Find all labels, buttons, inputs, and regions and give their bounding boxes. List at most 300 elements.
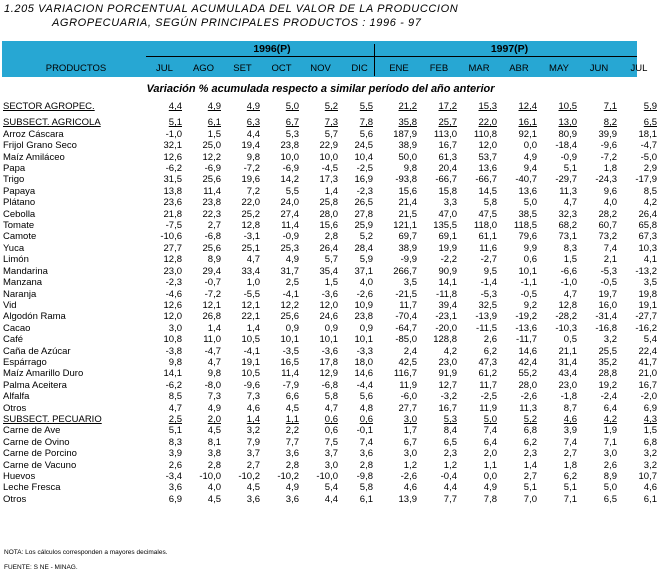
value-cell: 28,4 (354, 242, 373, 254)
value-cell: 16,7 (638, 379, 657, 391)
value-cell: 3,0 (403, 413, 417, 425)
value-cell: -28,2 (555, 311, 577, 323)
month-header-1997: ENE (389, 63, 409, 74)
value-cell: 11,6 (479, 242, 497, 254)
value-cell: 2,8 (285, 459, 299, 471)
value-cell: 65,8 (638, 220, 657, 232)
value-cell: 27,8 (354, 208, 373, 220)
value-cell: 0,6 (359, 413, 373, 425)
product-name: Trigo (3, 174, 25, 186)
value-cell: 8,3 (563, 242, 577, 254)
value-cell: 4,6 (246, 402, 260, 414)
table-row (3, 174, 657, 185)
table-row (3, 448, 657, 459)
product-name: Carne de Porcino (3, 448, 77, 460)
value-cell: 4,7 (563, 197, 577, 209)
month-header-1997: MAY (549, 63, 569, 74)
value-cell: 4,9 (483, 482, 497, 494)
value-cell: 4,0 (359, 277, 373, 289)
value-cell: -85,0 (395, 334, 417, 346)
value-cell: 8,9 (207, 254, 221, 266)
value-cell: -11,5 (476, 322, 497, 334)
value-cell: 10,0 (280, 151, 299, 163)
value-cell: 25,6 (202, 242, 221, 254)
value-cell: -2,3 (356, 185, 373, 197)
value-cell: 28,0 (319, 208, 338, 220)
value-cell: 187,9 (393, 128, 417, 140)
value-cell: 12,6 (163, 299, 182, 311)
table-row (3, 231, 657, 242)
value-cell: 6,6 (285, 391, 299, 403)
table-row (3, 323, 657, 334)
value-cell: 31,7 (280, 265, 299, 277)
value-cell: 1,0 (246, 277, 260, 289)
month-header-1996: JUL (156, 63, 173, 74)
value-cell: 5,2 (324, 101, 338, 112)
value-cell: -4,5 (321, 163, 338, 175)
value-cell: 8,1 (207, 436, 221, 448)
value-cell: 21,1 (558, 345, 577, 357)
value-cell: 38,9 (398, 140, 417, 152)
value-cell: 3,0 (403, 448, 417, 460)
value-cell: 22,0 (478, 117, 497, 129)
value-cell: 1,4 (246, 413, 260, 425)
value-cell: 2,4 (403, 345, 417, 357)
value-cell: 10,1 (280, 334, 299, 346)
value-cell: 3,3 (443, 197, 457, 209)
value-cell: -93,8 (395, 174, 417, 186)
value-cell: 2,8 (324, 231, 338, 243)
product-name: Carne de Ovino (3, 436, 70, 448)
year-1996-label: 1996(P) (253, 43, 291, 55)
product-name: SUBSECT. PECUARIO (3, 413, 102, 425)
value-cell: 3,2 (603, 334, 617, 346)
value-cell: 2,2 (285, 425, 299, 437)
value-cell: 21,5 (398, 208, 417, 220)
value-cell: -4,6 (165, 288, 182, 300)
value-cell: 55,2 (518, 368, 537, 380)
value-cell: 42,4 (518, 356, 537, 368)
product-name: Carne de Ave (3, 425, 61, 437)
value-cell: -1,8 (560, 391, 577, 403)
value-cell: 11,3 (519, 402, 537, 414)
value-cell: -2,3 (165, 277, 182, 289)
value-cell: 4,0 (207, 482, 221, 494)
value-cell: -3,1 (243, 231, 260, 243)
value-cell: 90,9 (438, 265, 457, 277)
value-cell: 15,3 (478, 101, 497, 112)
value-cell: 5,0 (483, 413, 497, 425)
value-cell: 5,7 (324, 254, 338, 266)
value-cell: 12,2 (280, 299, 299, 311)
value-cell: 9,8 (403, 163, 417, 175)
value-cell: 35,8 (398, 117, 417, 129)
value-cell: 2,0 (483, 448, 497, 460)
value-cell: -6,6 (560, 265, 577, 277)
value-cell: 7,4 (483, 425, 497, 437)
value-cell: 135,5 (433, 220, 457, 232)
value-cell: 6,4 (483, 436, 497, 448)
table-row (3, 357, 657, 368)
table-row (3, 482, 657, 493)
value-cell: 5,4 (324, 482, 338, 494)
value-cell: 6,2 (523, 436, 537, 448)
value-cell: 6,2 (483, 345, 497, 357)
value-cell: 17,3 (319, 174, 338, 186)
value-cell: 9,8 (246, 151, 260, 163)
value-cell: 2,3 (443, 448, 457, 460)
value-cell: -0,5 (600, 277, 617, 289)
section-row (3, 101, 657, 112)
value-cell: 14,1 (163, 368, 182, 380)
value-cell: 3,2 (643, 459, 657, 471)
value-cell: 11,9 (479, 402, 497, 414)
value-cell: 3,6 (285, 493, 299, 505)
value-cell: -5,0 (640, 151, 657, 163)
value-cell: 3,0 (168, 322, 182, 334)
value-cell: -9,9 (400, 254, 417, 266)
value-cell: 5,0 (603, 482, 617, 494)
value-cell: 26,4 (319, 242, 338, 254)
value-cell: 28,8 (598, 368, 617, 380)
value-cell: 12,9 (319, 368, 338, 380)
value-cell: -0,7 (204, 277, 221, 289)
value-cell: 3,5 (403, 277, 417, 289)
value-cell: -13,2 (635, 265, 657, 277)
value-cell: 14,2 (280, 174, 299, 186)
value-cell: 1,9 (603, 425, 617, 437)
value-cell: 12,6 (163, 151, 182, 163)
value-cell: 9,8 (168, 356, 182, 368)
value-cell: 5,4 (643, 334, 657, 346)
value-cell: 5,8 (324, 391, 338, 403)
value-cell: 2,5 (285, 277, 299, 289)
value-cell: -3,6 (321, 288, 338, 300)
table-row (3, 163, 657, 174)
value-cell: -3,2 (440, 391, 457, 403)
value-cell: 7,3 (246, 391, 260, 403)
value-cell: -4,7 (640, 140, 657, 152)
value-cell: 5,0 (523, 197, 537, 209)
table-row (3, 403, 657, 414)
value-cell: -3,4 (165, 471, 182, 482)
value-cell: 2,1 (603, 254, 617, 266)
value-cell: -1,0 (165, 128, 182, 140)
value-cell: -2,5 (480, 391, 497, 403)
value-cell: 9,2 (523, 299, 537, 311)
value-cell: -7,2 (243, 163, 260, 175)
value-cell: 14,6 (354, 368, 373, 380)
value-cell: 4,7 (324, 402, 338, 414)
value-cell: 7,2 (246, 185, 260, 197)
value-cell: 121,1 (393, 220, 417, 232)
value-cell: 2,7 (523, 471, 537, 482)
value-cell: 27,4 (280, 208, 299, 220)
value-cell: 8,7 (563, 402, 577, 414)
value-cell: 16,9 (354, 174, 373, 186)
value-cell: 18,1 (638, 128, 657, 140)
value-cell: -6,9 (282, 163, 299, 175)
value-cell: 4,4 (246, 128, 260, 140)
value-cell: 61,3 (438, 151, 457, 163)
value-cell: 4,3 (643, 413, 657, 425)
value-cell: 2,7 (563, 448, 577, 460)
value-cell: 4,9 (285, 254, 299, 266)
value-cell: 11,0 (203, 334, 221, 346)
value-cell: 23,0 (558, 379, 577, 391)
footnote: NOTA: Los cálculos corresponden a mayores decimales. (4, 549, 168, 556)
month-header-1997: ABR (509, 63, 529, 74)
value-cell: 12,0 (319, 299, 338, 311)
product-name: Otros (3, 402, 27, 414)
product-name: Cacao (3, 322, 31, 334)
value-cell: 8,5 (168, 391, 182, 403)
table-row (3, 311, 657, 322)
value-cell: 5,6 (359, 391, 373, 403)
value-cell: -5,3 (600, 265, 617, 277)
value-cell: -70,4 (395, 311, 417, 323)
product-name: Plátano (3, 197, 36, 209)
value-cell: -40,7 (515, 174, 537, 186)
value-cell: 35,2 (598, 356, 617, 368)
value-cell: -2,2 (440, 254, 457, 266)
value-cell: 5,5 (359, 101, 373, 112)
value-cell: 15,6 (319, 220, 338, 232)
value-cell: -17,9 (635, 174, 657, 186)
value-cell: 110,8 (473, 128, 497, 140)
value-cell: 6,9 (168, 493, 182, 505)
value-cell: 1,8 (603, 163, 617, 175)
table-row (3, 334, 657, 345)
value-cell: 7,8 (359, 117, 373, 129)
value-cell: -8,0 (204, 379, 221, 391)
product-name: Caña de Azúcar (3, 345, 71, 357)
product-name: Leche Fresca (3, 482, 61, 494)
value-cell: 6,4 (603, 402, 617, 414)
value-cell: 23,6 (163, 197, 182, 209)
value-cell: 3,7 (324, 448, 338, 460)
data-table (3, 101, 657, 505)
value-cell: 5,3 (285, 128, 299, 140)
value-cell: -64,7 (395, 322, 417, 334)
value-cell: 1,2 (443, 459, 457, 471)
month-header-1996: DIC (351, 63, 368, 74)
value-cell: 12,1 (202, 299, 221, 311)
value-cell: 10,5 (241, 368, 260, 380)
table-row (3, 380, 657, 391)
value-cell: 13,9 (398, 493, 417, 505)
value-cell: -7,5 (165, 220, 182, 232)
value-cell: 8,3 (168, 436, 182, 448)
value-cell: -13,6 (515, 322, 537, 334)
value-cell: 17,8 (319, 356, 338, 368)
value-cell: 2,8 (207, 459, 221, 471)
value-cell: 2,6 (168, 459, 182, 471)
value-cell: 25,6 (202, 174, 221, 186)
value-cell: 26,8 (202, 311, 221, 323)
value-cell: 4,5 (207, 425, 221, 437)
value-cell: 9,9 (523, 242, 537, 254)
value-cell: 14,6 (518, 345, 537, 357)
table-row (3, 220, 657, 231)
value-cell: 6,5 (643, 117, 657, 129)
value-cell: 10,1 (354, 334, 373, 346)
value-cell: 16,7 (438, 402, 457, 414)
value-cell: 28,2 (598, 208, 617, 220)
value-cell: 12,8 (558, 299, 577, 311)
value-cell: 1,8 (563, 459, 577, 471)
value-cell: 4,4 (168, 101, 182, 112)
value-cell: 2,5 (168, 413, 182, 425)
value-cell: 1,5 (563, 254, 577, 266)
value-cell: 41,7 (638, 356, 657, 368)
value-cell: -6,0 (400, 391, 417, 403)
value-cell: 11,3 (559, 185, 577, 197)
value-cell: 4,2 (643, 197, 657, 209)
value-cell: 5,1 (523, 482, 537, 494)
month-header-1997: FEB (429, 63, 449, 74)
table-row (3, 277, 657, 288)
value-cell: 43,4 (558, 368, 577, 380)
value-cell: 0,5 (563, 334, 577, 346)
value-cell: 61,1 (478, 231, 497, 243)
value-cell: 19,9 (438, 242, 457, 254)
value-cell: 6,7 (403, 436, 417, 448)
value-cell: 25,8 (319, 197, 338, 209)
value-cell: -1,4 (480, 277, 497, 289)
value-cell: 19,1 (638, 299, 657, 311)
value-cell: -4,7 (204, 345, 221, 357)
value-cell: 10,5 (241, 334, 260, 346)
product-name: Maíz Amiláceo (3, 151, 65, 163)
table-row (3, 300, 657, 311)
value-cell: 3,0 (324, 459, 338, 471)
value-cell: 5,1 (168, 117, 182, 129)
value-cell: -0,9 (560, 151, 577, 163)
value-cell: 19,6 (241, 174, 260, 186)
value-cell: 6,3 (246, 117, 260, 129)
value-cell: 25,7 (438, 117, 457, 129)
value-cell: 2,3 (523, 448, 537, 460)
value-cell: 91,9 (438, 368, 457, 380)
value-cell: -3,8 (165, 345, 182, 357)
value-cell: 3,6 (168, 482, 182, 494)
value-cell: 25,9 (354, 220, 373, 232)
value-cell: -23,1 (435, 311, 457, 323)
value-cell: -16,2 (635, 322, 657, 334)
productos-header: PRODUCTOS (45, 63, 107, 74)
value-cell: -10,3 (555, 322, 577, 334)
section-row (3, 117, 657, 128)
value-cell: -1,0 (560, 277, 577, 289)
product-name: Otros (3, 493, 27, 505)
value-cell: 13,8 (163, 185, 182, 197)
value-cell: 42,5 (398, 356, 417, 368)
value-cell: 27,7 (163, 242, 182, 254)
value-cell: 4,4 (324, 493, 338, 505)
table-row (3, 209, 657, 220)
year-1997-underline (374, 56, 637, 57)
product-name: Cebolla (3, 208, 36, 220)
value-cell: 4,1 (643, 254, 657, 266)
value-cell: 4,6 (643, 482, 657, 494)
value-cell: 8,2 (603, 117, 617, 129)
month-header-1996: AGO (192, 63, 215, 74)
value-cell: 2,6 (483, 334, 497, 346)
value-cell: 4,7 (246, 254, 260, 266)
value-cell: 8,5 (643, 185, 657, 197)
value-cell: 3,6 (285, 448, 299, 460)
value-cell: -11,7 (516, 334, 537, 346)
value-cell: 12,7 (438, 379, 457, 391)
value-cell: -6,2 (165, 379, 182, 391)
month-header-1997: JUL (630, 63, 648, 74)
value-cell: 39,4 (438, 299, 457, 311)
table-row (3, 266, 657, 277)
value-cell: -2,0 (640, 391, 657, 403)
value-cell: -66,7 (475, 174, 497, 186)
value-cell: 21,4 (398, 197, 417, 209)
value-cell: 13,6 (478, 163, 497, 175)
value-cell: 23,8 (202, 197, 221, 209)
value-cell: 16,7 (438, 140, 457, 152)
value-cell: 5,3 (443, 413, 457, 425)
value-cell: 6,8 (523, 425, 537, 437)
value-cell: -2,6 (520, 391, 537, 403)
value-cell: 33,4 (241, 265, 260, 277)
value-cell: 1,5 (324, 277, 338, 289)
value-cell: 67,3 (638, 231, 657, 243)
value-cell: 29,4 (202, 265, 221, 277)
value-cell: 4,7 (168, 402, 182, 414)
value-cell: 25,3 (280, 242, 299, 254)
value-cell: -2,5 (356, 163, 373, 175)
product-name: Huevos (3, 471, 36, 482)
value-cell: 20,4 (438, 163, 457, 175)
value-cell: 128,8 (433, 334, 457, 346)
value-cell: 7,7 (443, 493, 457, 505)
value-cell: -1,1 (520, 277, 537, 289)
value-cell: 14,5 (478, 185, 497, 197)
table-row (3, 140, 657, 151)
value-cell: 118,5 (513, 220, 537, 232)
value-cell: -6,8 (321, 379, 338, 391)
value-cell: 1,4 (523, 459, 537, 471)
table-row (3, 254, 657, 265)
value-cell: 9,8 (207, 368, 221, 380)
value-cell: -19,2 (515, 311, 537, 323)
value-cell: -16,8 (595, 322, 617, 334)
value-cell: 11,4 (203, 185, 221, 197)
value-cell: 47,3 (478, 356, 497, 368)
value-cell: 4,7 (207, 356, 221, 368)
table-row (3, 346, 657, 357)
value-cell: 73,1 (558, 231, 577, 243)
value-cell: 16,5 (280, 356, 299, 368)
value-cell: 1,1 (285, 413, 299, 425)
value-cell: -18,4 (555, 140, 577, 152)
value-cell: 19,8 (638, 288, 657, 300)
value-cell: -0,1 (356, 425, 373, 437)
value-cell: 4,2 (443, 345, 457, 357)
value-cell: 16,0 (598, 299, 617, 311)
value-cell: 26,5 (354, 197, 373, 209)
value-cell: 5,1 (563, 482, 577, 494)
table-row (3, 152, 657, 163)
value-cell: -4,4 (356, 379, 373, 391)
year-1996-underline (146, 56, 382, 57)
value-cell: 7,3 (207, 391, 221, 403)
